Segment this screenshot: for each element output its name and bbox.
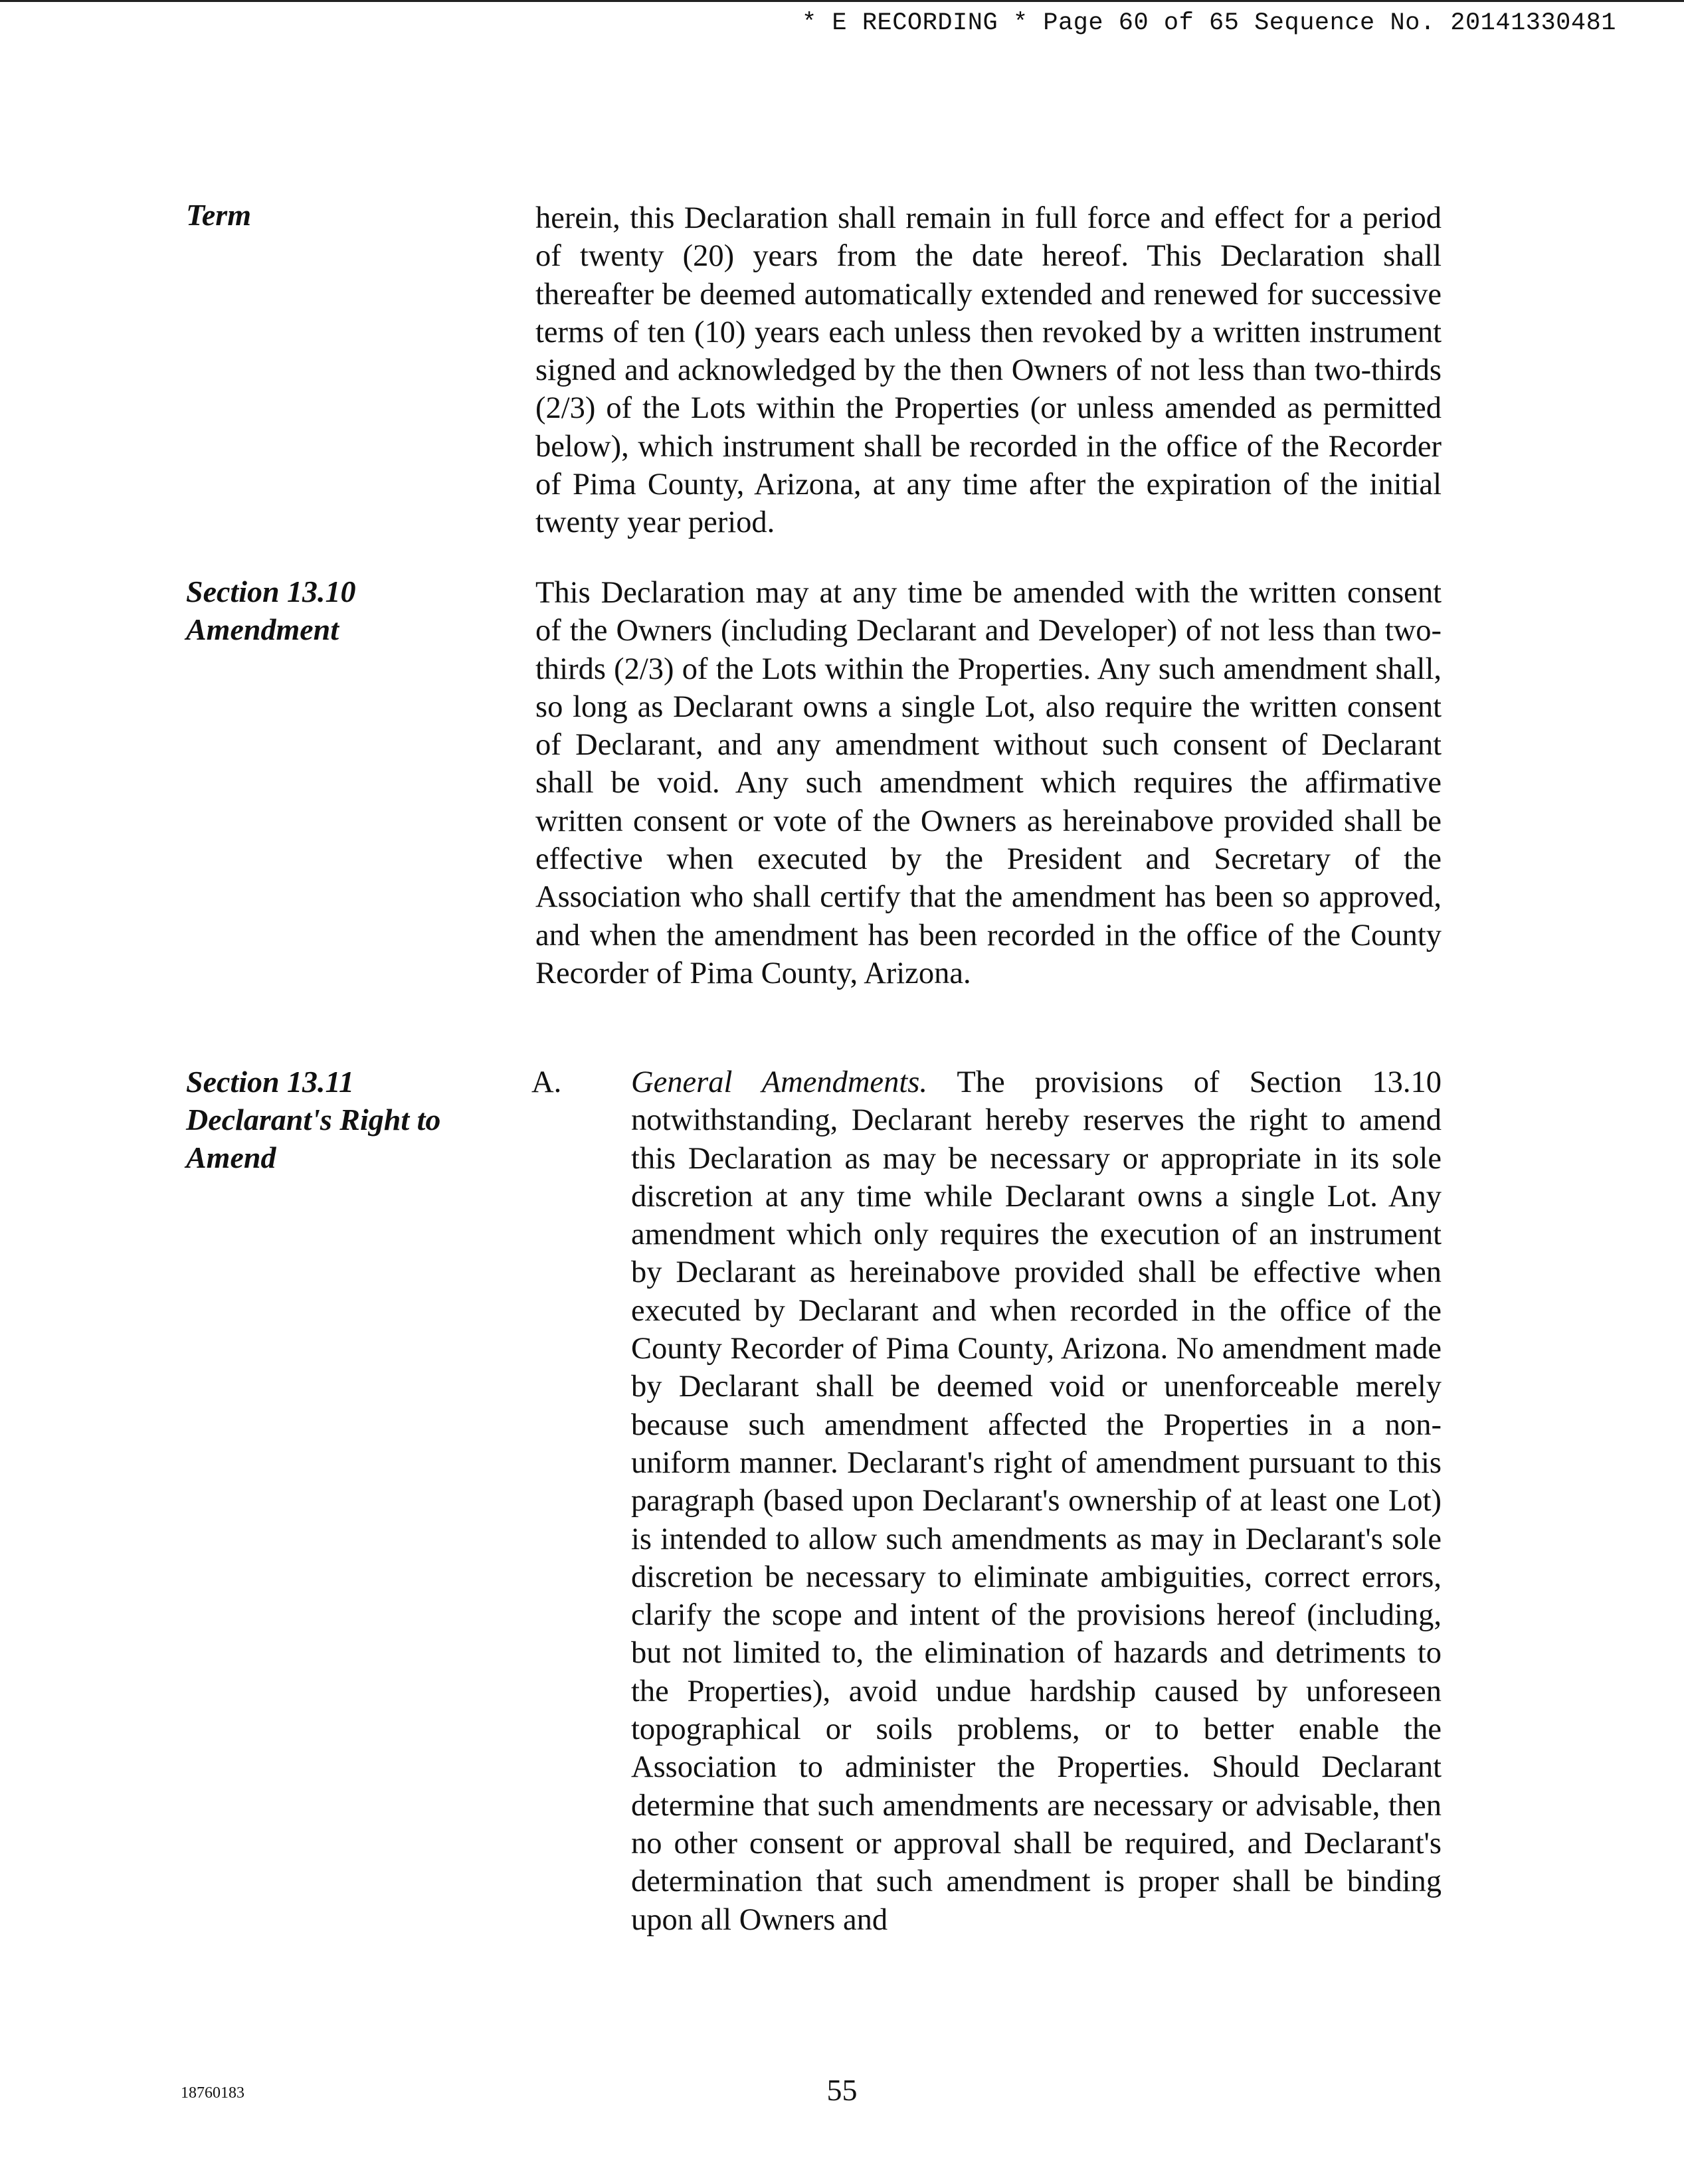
section-label-13-10 [186, 573, 492, 648]
top-border-rule [0, 0, 1684, 2]
general-amendments-paragraph [531, 1063, 1442, 1939]
section-number-13-11: Section 13.11 [186, 1065, 355, 1099]
general-amendments-content [631, 1063, 1442, 1939]
section-number-13-10: Section 13.10 [186, 575, 356, 608]
general-amendments-heading: General Amendments. [631, 1065, 927, 1099]
general-amendments-text: The provisions of Section 13.10 notwithstanding, Declarant hereby reserves the right to amend this Declaration as may be necessary or appropriate in its sole discretion at any time while Declarant owns a single Lot. Any amendment which only requires the execution of an instrument by Declarant as hereinabove provided shall be effective when executed by Declarant and when recorded in the office of the County Recorder of Pima County, Arizona. No amendment made by Declarant shall be deemed void or unenforceable merely because such amendment affected the Properties in a non-uniform manner. Declarant's right of amendment pursuant to this paragraph (based upon Declarant's ownership of at least one Lot) is intended to allow such amendments as may in Declarant's sole discretion be necessary to eliminate ambiguities, correct errors, clarify the scope and intent of the provisions hereof (including, but not limited to, the elimination of hazards and detriments to the Properties), avoid undue hardship caused by unforeseen topographical or soils problems, or to better enable the Association to administer the Properties. Should Declarant determine that such amendments are necessary or advisable, then no other consent or approval shall be required, and Declarant's determination that such amendment is proper shall be binding upon all Owners and [631, 1065, 1442, 1937]
section-title-amendment: Amendment [186, 612, 339, 646]
document-id: 18760183 [181, 2084, 244, 2102]
term-label: Term [186, 198, 251, 232]
section-label-13-11 [186, 1063, 492, 1176]
section-title-amend: Amend [186, 1140, 276, 1174]
page-number: 55 [826, 2073, 858, 2107]
section-title-declarants-right: Declarant's Right to [186, 1103, 441, 1137]
amendment-paragraph: This Declaration may at any time be amended with the written consent of the Owners (including Declarant and Developer) of not less than two-thirds (2/3) of the Lots within the Properties. Any such amendment shall, so long as Declarant owns a single Lot, also require the written consent of Declarant, and any amendment without such consent of Declarant shall be void. Any such amendment which requires the affirmative written consent or vote of the Owners as hereinabove provided shall be effective when executed by the President and Secretary of the Association who shall certify that the amendment has been so approved, and when the amendment has been recorded in the office of the County Recorder of Pima County, Arizona. [535, 576, 1442, 990]
recording-header: * E RECORDING * Page 60 of 65 Sequence No. 20141330481 [802, 9, 1616, 37]
section-label-term [186, 196, 492, 234]
term-paragraph: herein, this Declaration shall remain in full force and effect for a period of twenty (20) years from the date hereof. This Declaration shall thereafter be deemed automatically extended and renewed for successive terms of ten (10) years each unless then revoked by a written instrument signed and acknowledged by the then Owners of not less than two-thirds (2/3) of the Lots within the Properties (or unless amended as permitted below), which instrument shall be recorded in the office of the Recorder of Pima County, Arizona, at any time after the expiration of the initial twenty year period. [535, 201, 1442, 540]
paragraph-marker: A. [531, 1065, 562, 1099]
